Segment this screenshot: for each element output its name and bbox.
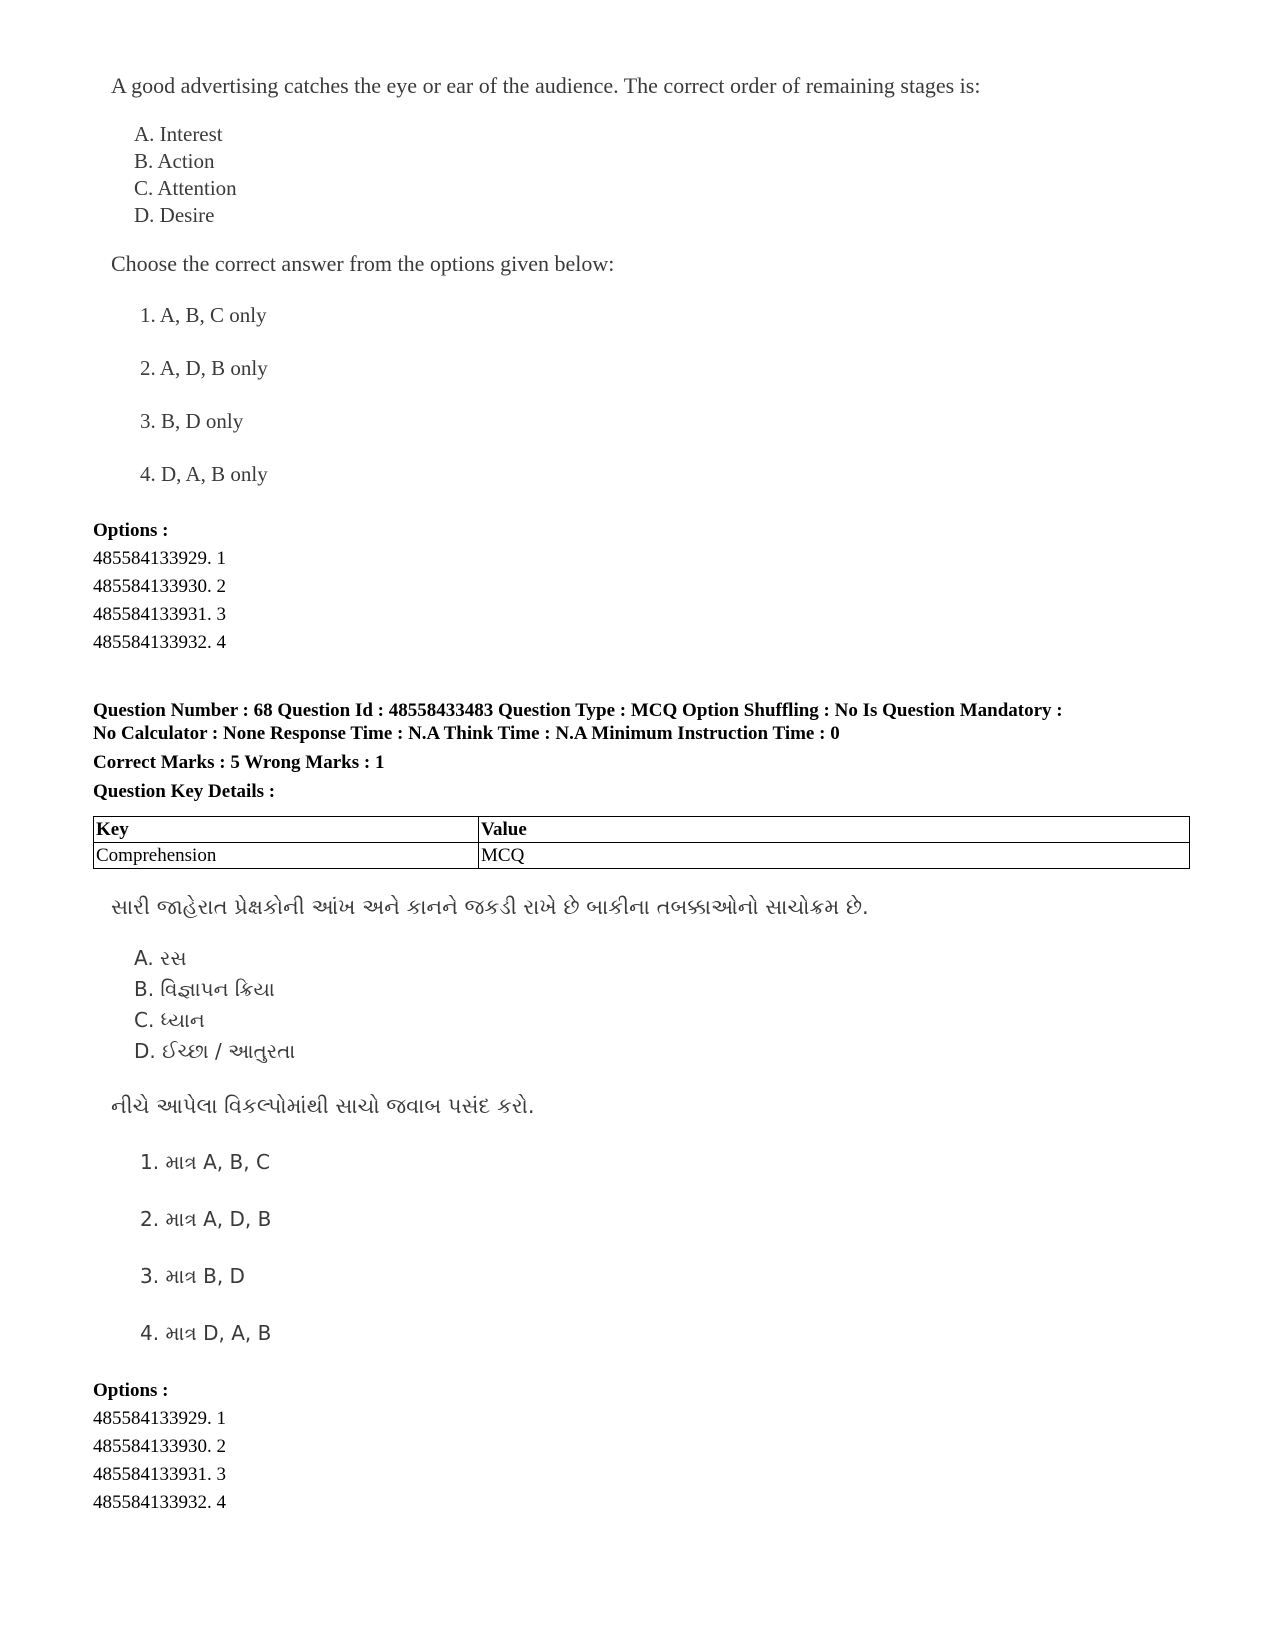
statement-item: D. ઈચ્છા / આતુરતા xyxy=(134,1039,296,1063)
table-cell-key: Comprehension xyxy=(94,843,479,869)
statement-item: B. Action xyxy=(134,149,215,173)
statement-item: A. Interest xyxy=(134,122,223,146)
question-instruction: નીચે આપેલા વિકલ્પોમાંથી સાચો જવાબ પસંદ કરો. xyxy=(111,1094,535,1118)
answer-choice: 2. માત્ર A, D, B xyxy=(140,1207,272,1231)
table-header-row xyxy=(94,817,1190,843)
question-meta-line1: Question Number : 68 Question Id : 48558433483 Question Type : MCQ Option Shuffling : No Is Question Mandatory : xyxy=(93,700,1063,721)
statement-item: A. રસ xyxy=(134,946,187,970)
key-details-label: Question Key Details : xyxy=(93,781,276,802)
answer-choice: 1. માત્ર A, B, C xyxy=(140,1150,270,1174)
question-stem: સારી જાહેરાત પ્રેક્ષકોની આંખ અને કાનને જકડી રાખે છે બાકીના તબક્કાઓનો સાચોક્રમ છે. xyxy=(111,895,869,919)
options-label: Options : xyxy=(93,520,169,541)
option-id: 485584133932. 4 xyxy=(93,1492,226,1513)
table-row xyxy=(94,843,1190,869)
question-marks: Correct Marks : 5 Wrong Marks : 1 xyxy=(93,752,385,773)
answer-choice: 2. A, D, B only xyxy=(140,356,268,380)
option-id: 485584133932. 4 xyxy=(93,632,226,653)
table-header-value: Value xyxy=(479,817,1190,843)
statement-item: D. Desire xyxy=(134,203,215,227)
question-stem: A good advertising catches the eye or ear of the audience. The correct order of remaining stages is: xyxy=(111,73,981,98)
statement-item: C. ધ્યાન xyxy=(134,1008,205,1032)
option-id: 485584133930. 2 xyxy=(93,1436,226,1457)
answer-choice: 4. માત્ર D, A, B xyxy=(140,1321,272,1345)
option-id: 485584133930. 2 xyxy=(93,576,226,597)
table-cell-value: MCQ xyxy=(479,843,1190,869)
answer-choice: 4. D, A, B only xyxy=(140,462,268,486)
answer-choice: 1. A, B, C only xyxy=(140,303,267,327)
option-id: 485584133931. 3 xyxy=(93,604,226,625)
key-details-table xyxy=(93,816,1190,869)
answer-choice: 3. માત્ર B, D xyxy=(140,1264,245,1288)
table-header-key: Key xyxy=(94,817,479,843)
options-label: Options : xyxy=(93,1380,169,1401)
statement-item: C. Attention xyxy=(134,176,237,200)
option-id: 485584133929. 1 xyxy=(93,548,226,569)
option-id: 485584133931. 3 xyxy=(93,1464,226,1485)
question-instruction: Choose the correct answer from the options given below: xyxy=(111,251,615,276)
statement-item: B. વિજ્ઞાપન ક્રિયા xyxy=(134,977,275,1001)
option-id: 485584133929. 1 xyxy=(93,1408,226,1429)
answer-choice: 3. B, D only xyxy=(140,409,244,433)
question-meta-line2: No Calculator : None Response Time : N.A Think Time : N.A Minimum Instruction Time : 0 xyxy=(93,723,840,744)
